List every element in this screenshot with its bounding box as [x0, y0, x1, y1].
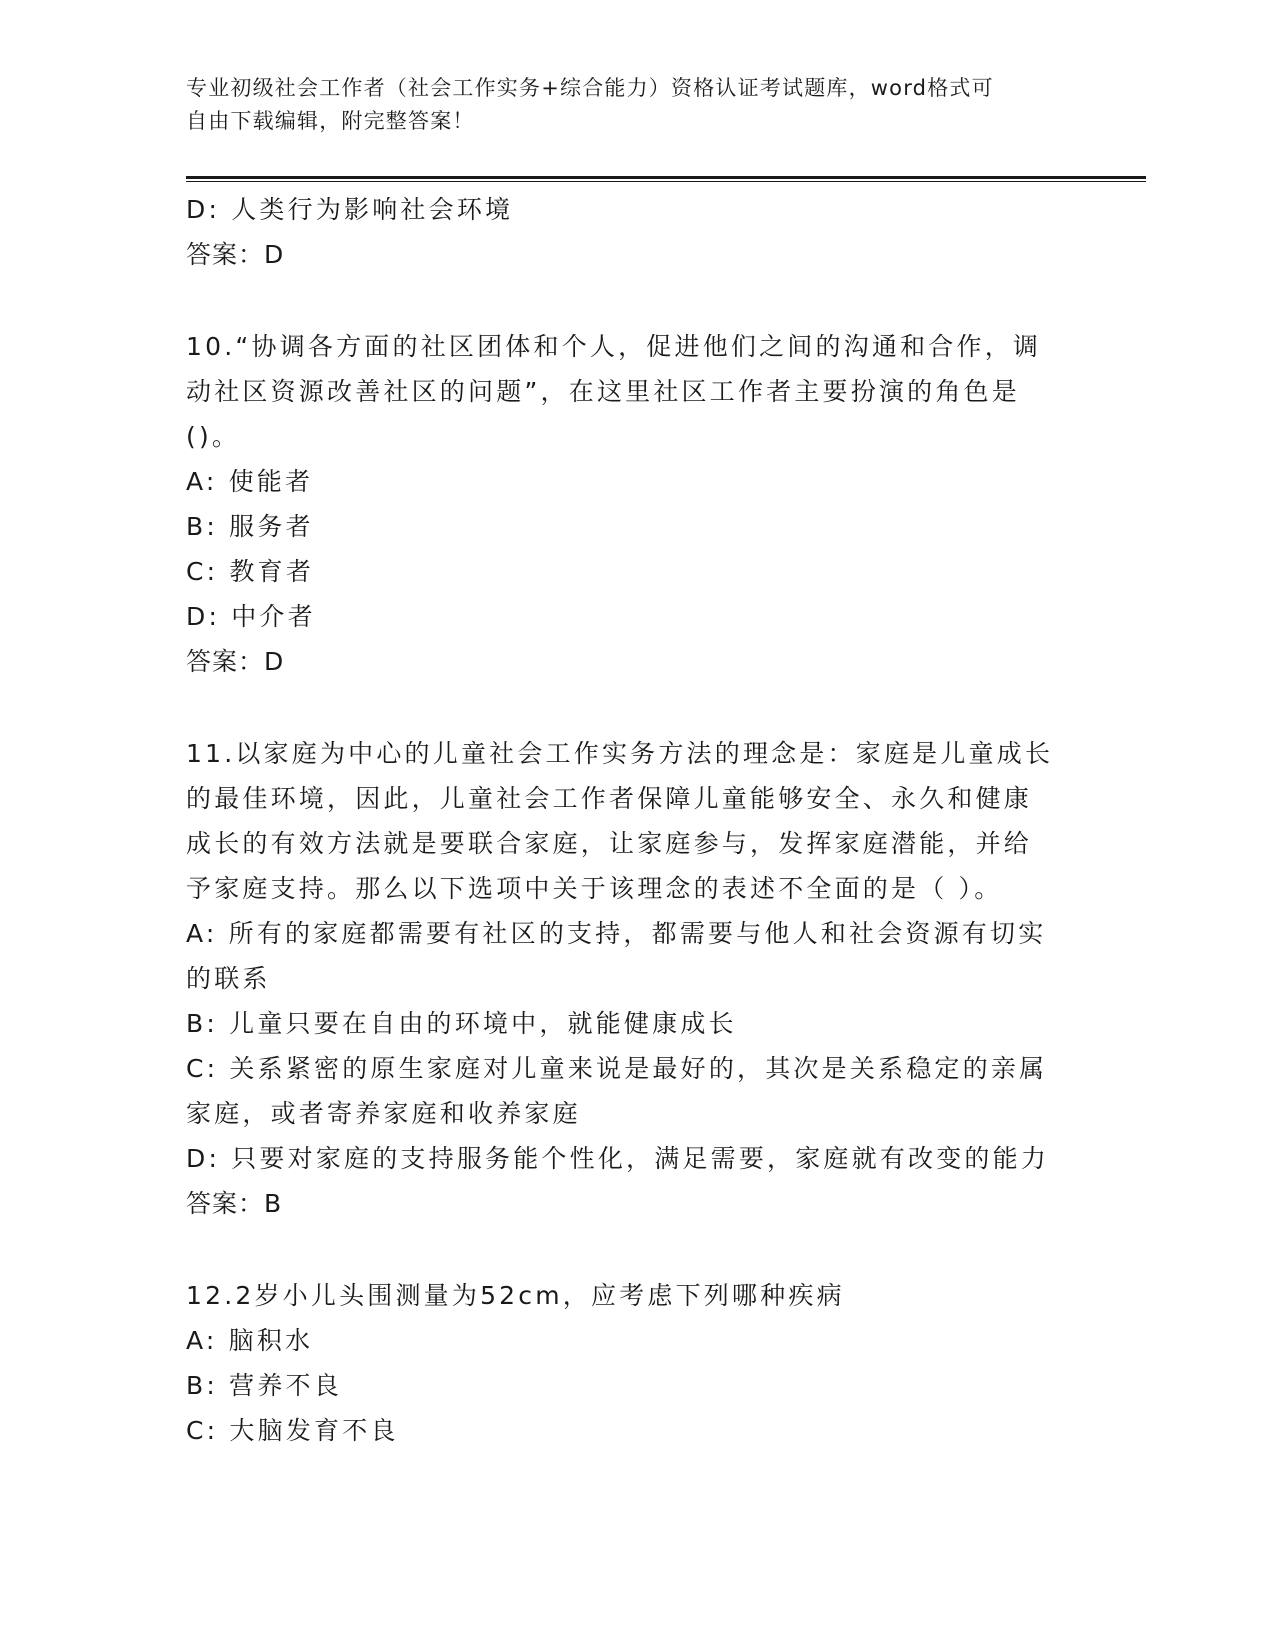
spacer: [186, 277, 1086, 324]
question-content: [186, 187, 1086, 1453]
spacer: [186, 1226, 1086, 1273]
header-line-2: 自由下载编辑，附完整答案！: [186, 109, 475, 133]
q10-option-d: D: 中介者: [186, 602, 316, 631]
header-rule-thick: [186, 176, 1146, 179]
q11-option-c: C: 关系紧密的原生家庭对儿童来说是最好的，其次是关系稳定的亲属: [186, 1054, 1048, 1083]
q10-option-b: B: 服务者: [186, 512, 314, 541]
q9-answer: 答案：D: [186, 240, 285, 269]
q12-option-b: B: 营养不良: [186, 1371, 342, 1400]
q12-option-c: C: 大脑发育不良: [186, 1416, 399, 1445]
q12-stem-line: 12.2岁小儿头围测量为52cm，应考虑下列哪种疾病: [186, 1281, 845, 1310]
q11-option-a-cont: 的联系: [186, 964, 271, 993]
q10-answer: 答案：D: [186, 647, 285, 676]
q11-stem-line: 予家庭支持。那么以下选项中关于该理念的表述不全面的是（ ）。: [186, 874, 1003, 903]
q11-option-c-cont: 家庭，或者寄养家庭和收养家庭: [186, 1099, 581, 1128]
q9-option-d: D: 人类行为影响社会环境: [186, 195, 514, 224]
question-12: [186, 1273, 1086, 1453]
q11-option-d: D: 只要对家庭的支持服务能个性化，满足需要，家庭就有改变的能力: [186, 1144, 1050, 1173]
q10-stem-line: ()。: [186, 422, 241, 451]
q11-stem-line: 成长的有效方法就是要联合家庭，让家庭参与，发挥家庭潜能，并给: [186, 829, 1033, 858]
question-10: [186, 324, 1086, 684]
q11-stem-line: 11.以家庭为中心的儿童社会工作实务方法的理念是：家庭是儿童成长: [186, 739, 1054, 768]
q10-option-c: C: 教育者: [186, 557, 315, 586]
q10-option-a: A: 使能者: [186, 467, 314, 496]
header-line-1: 专业初级社会工作者（社会工作实务+综合能力）资格认证考试题库，word格式可: [186, 76, 994, 100]
q11-stem-line: 的最佳环境，因此，儿童社会工作者保障儿童能够安全、永久和健康: [186, 784, 1033, 813]
q11-option-a: A: 所有的家庭都需要有社区的支持，都需要与他人和社会资源有切实: [186, 919, 1047, 948]
q11-option-b: B: 儿童只要在自由的环境中，就能健康成长: [186, 1009, 737, 1038]
q10-stem-line: 动社区资源改善社区的问题”，在这里社区工作者主要扮演的角色是: [186, 377, 1020, 406]
spacer: [186, 684, 1086, 731]
q11-answer: 答案：B: [186, 1189, 283, 1218]
header-rule-thin: [186, 181, 1146, 182]
document-header: [186, 72, 1086, 138]
q12-option-a: A: 脑积水: [186, 1326, 314, 1355]
question-11: [186, 731, 1086, 1226]
q10-stem-line: 10.“协调各方面的社区团体和个人，促进他们之间的沟通和合作，调: [186, 332, 1042, 361]
